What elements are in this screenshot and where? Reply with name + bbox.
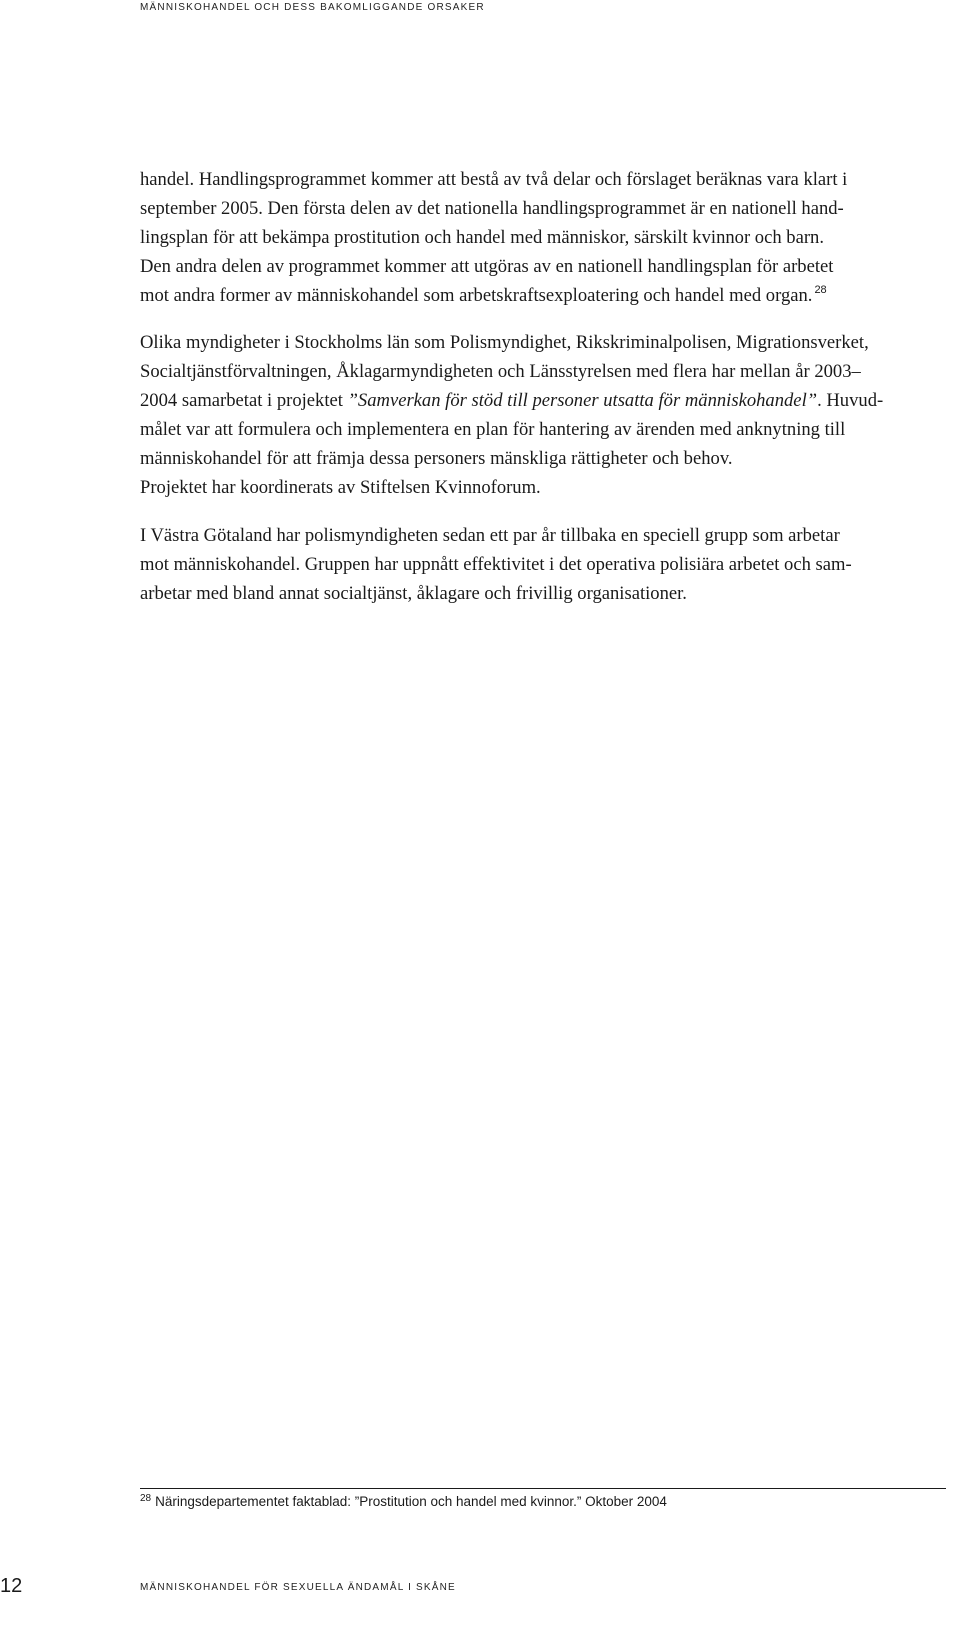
- project-name: ”Samverkan för stöd till personer utsatta för människohandel”: [347, 390, 818, 411]
- text-line: lingsplan för att bekämpa prostitution och handel med människor, särskilt kvinnor och barn.: [140, 227, 824, 248]
- text-line: handel. Handlingsprogrammet kommer att bestå av två delar och förslaget beräknas vara klart i: [140, 169, 848, 190]
- text-fragment: . Huvud-: [817, 390, 884, 411]
- text-line: Projektet har koordinerats av Stiftelsen Kvinnoforum.: [140, 477, 541, 498]
- text-line: Socialtjänstförvaltningen, Åklagarmyndigheten och Länsstyrelsen med flera har mellan år 2003–: [140, 361, 861, 382]
- running-footer: MÄNNISKOHANDEL FÖR SEXUELLA ÄNDAMÅL I SKÅNE: [140, 1582, 456, 1593]
- text-line: Den andra delen av programmet kommer att utgöras av en nationell handlingsplan för arbetet: [140, 256, 834, 277]
- footnote: [140, 1494, 667, 1509]
- text-line: människohandel för att främja dessa personers mänskliga rättigheter och behov.: [140, 448, 733, 469]
- footnote-divider: [140, 1488, 946, 1489]
- text-line: [140, 281, 946, 313]
- body-text: [140, 165, 946, 627]
- text-fragment: mot andra former av människohandel som arbetskraftsexploatering och handel med organ.: [140, 285, 813, 306]
- text-line: mot människohandel. Gruppen har uppnått effektivitet i det operativa polisiära arbetet och sam-: [140, 554, 852, 575]
- footnote-number: 28: [140, 1493, 152, 1504]
- footnote-text: Näringsdepartementet faktablad: ”Prostitution och handel med kvinnor.” Oktober 2004: [155, 1494, 667, 1509]
- text-line: I Västra Götaland har polismyndigheten sedan ett par år tillbaka en speciell grupp som arbetar: [140, 525, 840, 546]
- running-header: MÄNNISKOHANDEL OCH DESS BAKOMLIGGANDE ORSAKER: [140, 2, 485, 13]
- text-line: målet var att formulera och implementera en plan för hantering av ärenden med anknytning till: [140, 419, 846, 440]
- text-line: arbetar med bland annat socialtjänst, åklagare och frivillig organisationer.: [140, 583, 687, 604]
- paragraph-stockholm-project: [140, 328, 946, 502]
- page-number: 12: [0, 1575, 23, 1597]
- text-fragment: 2004 samarbetat i projektet: [140, 390, 348, 411]
- text-line: [140, 386, 946, 415]
- paragraph-action-plan: [140, 165, 946, 313]
- paragraph-vastra-gotaland: [140, 521, 946, 608]
- text-line: Olika myndigheter i Stockholms län som Polismyndighet, Rikskriminalpolisen, Migrationsverket,: [140, 332, 869, 353]
- footnote-reference[interactable]: 28: [814, 284, 827, 296]
- text-line: september 2005. Den första delen av det nationella handlingsprogrammet är en nationell hand-: [140, 198, 844, 219]
